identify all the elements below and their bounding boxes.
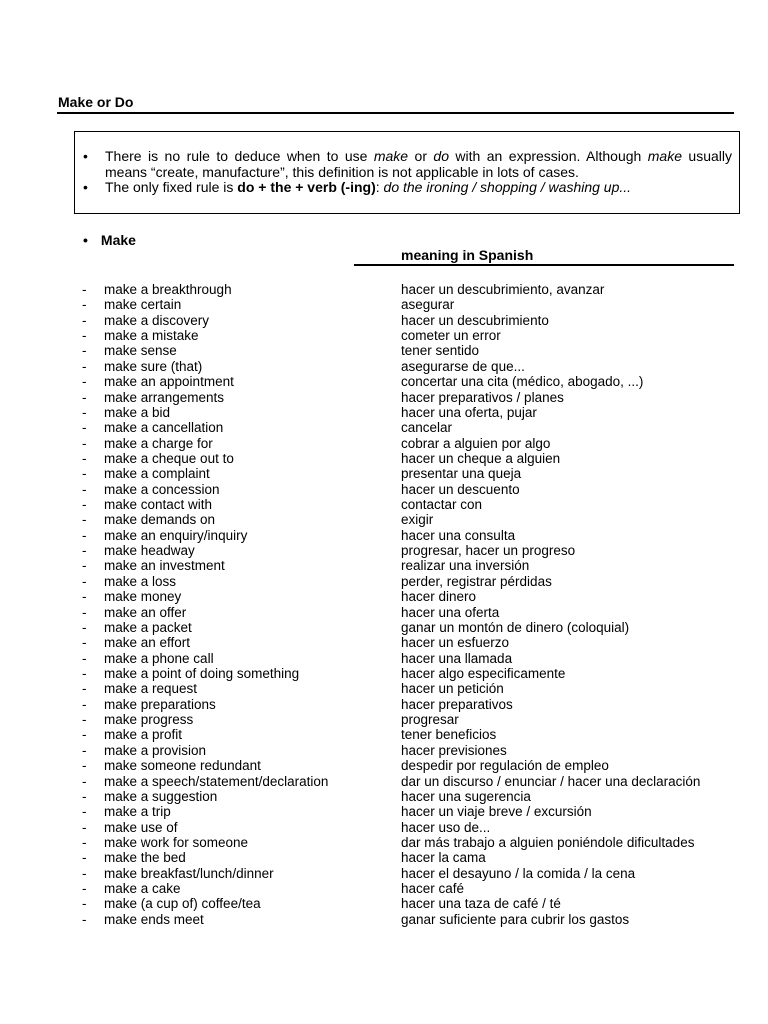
vocab-row [0,912,768,927]
vocab-spanish: hacer un descubrimiento [401,312,549,328]
vocab-spanish: exigir [401,512,434,528]
vocab-spanish: hacer un descuento [401,481,520,497]
bullet-italic-make: make [373,148,409,164]
vocab-dash: - [82,788,87,804]
vocab-english: make arrangements [104,389,225,405]
vocab-row [0,466,768,481]
vocab-row [0,497,768,512]
vocab-row [0,574,768,589]
vocab-dash: - [82,389,87,405]
vocab-english: make demands on [104,512,216,528]
vocab-row [0,297,768,312]
vocab-dash: - [82,865,87,881]
section-heading-make [83,232,136,248]
vocab-english: make money [104,589,182,605]
vocab-row [0,282,768,297]
vocab-dash: - [82,404,87,420]
vocab-english: make an investment [104,558,225,574]
vocab-row [0,343,768,358]
vocab-row [0,313,768,328]
vocab-dash: - [82,573,87,589]
bullet-text: The only fixed rule is [105,179,238,195]
vocab-dash: - [82,665,87,681]
vocab-spanish: hacer un descubrimiento, avanzar [401,282,605,297]
vocab-spanish: presentar una queja [401,466,522,482]
vocab-dash: - [82,312,87,328]
vocab-row [0,758,768,773]
vocab-english: make a point of doing something [104,665,300,681]
vocab-dash: - [82,911,87,927]
vocab-row [0,512,768,527]
vocab-spanish: hacer un esfuerzo [401,635,510,651]
vocab-spanish: progresar [401,712,459,728]
vocab-spanish: despedir por regulación de empleo [401,758,609,774]
vocab-row [0,359,768,374]
vocab-english: make a request [104,681,198,697]
vocab-dash: - [82,543,87,559]
vocab-spanish: hacer preparativos [401,696,513,712]
vocab-spanish: tener sentido [401,343,480,359]
vocab-spanish: hacer el desayuno / la comida / la cena [401,865,636,881]
info-bullet-no-rule [83,148,732,180]
bullet-dot: • [83,148,88,164]
vocab-row [0,405,768,420]
vocab-english: make preparations [104,696,216,712]
vocab-dash: - [82,420,87,436]
vocab-row [0,896,768,911]
vocab-dash: - [82,881,87,897]
vocab-spanish: cobrar a alguien por algo [401,435,551,451]
vocab-spanish: hacer una consulta [401,527,516,543]
vocab-spanish: hacer un petición [401,681,504,697]
vocab-row [0,589,768,604]
bullet-italic-make: make [647,148,682,164]
vocab-spanish: realizar una inversión [401,558,530,574]
vocab-dash: - [82,358,87,374]
column-header-spanish: meaning in Spanish [401,247,534,263]
vocab-english: make work for someone [104,834,249,850]
vocab-dash: - [82,696,87,712]
vocab-row [0,620,768,635]
bullet-dot: • [83,232,88,248]
vocab-dash: - [82,450,87,466]
vocab-english: make the bed [104,850,186,866]
vocab-dash: - [82,435,87,451]
vocab-english: make (a cup of) coffee/tea [104,896,261,912]
vocab-dash: - [82,512,87,528]
vocab-spanish: asegurar [401,297,455,313]
vocab-row [0,820,768,835]
vocab-english: make sense [104,343,177,359]
vocab-spanish: hacer dinero [401,589,477,605]
bullet-text: usually means “create, manufacture”, this definition is not applicable in lots of cases. [105,148,732,180]
page-title: Make or Do [58,94,134,110]
vocab-dash: - [82,497,87,513]
vocab-row [0,789,768,804]
vocab-spanish: cancelar [401,420,453,436]
vocab-english: make a breakthrough [104,282,232,297]
bullet-text: There is no rule to deduce when to use [105,148,374,164]
vocab-dash: - [82,681,87,697]
bullet-italic-do: do [433,148,449,164]
vocab-spanish: hacer una sugerencia [401,788,531,804]
vocab-english: make a mistake [104,328,199,344]
vocab-spanish: hacer preparativos / planes [401,389,564,405]
vocab-spanish: hacer la cama [401,850,486,866]
vocab-dash: - [82,481,87,497]
vocab-dash: - [82,619,87,635]
vocab-row [0,804,768,819]
vocab-dash: - [82,819,87,835]
vocab-english: make a cancellation [104,420,224,436]
vocab-row [0,835,768,850]
vocab-dash: - [82,604,87,620]
vocab-english: make an enquiry/inquiry [104,527,248,543]
vocab-spanish: dar más trabajo a alguien poniéndole dificultades [401,834,695,850]
vocab-spanish: hacer café [401,881,465,897]
title-underline [57,112,734,114]
vocab-spanish: tener beneficios [401,727,497,743]
vocab-dash: - [82,758,87,774]
vocab-dash: - [82,466,87,482]
vocab-spanish: contactar con [401,497,483,513]
vocab-row [0,420,768,435]
vocab-spanish: hacer un viaje breve / excursión [401,804,592,820]
bullet-text: : [375,179,384,195]
vocab-row [0,651,768,666]
vocab-row [0,451,768,466]
vocab-english: make progress [104,712,194,728]
vocab-english: make a discovery [104,312,210,328]
bullet-text: or [408,148,434,164]
vocab-english: make headway [104,543,195,559]
vocab-spanish: hacer una taza de café / té [401,896,561,912]
vocab-english: make a cheque out to [104,450,234,466]
vocab-row [0,436,768,451]
vocab-english: make someone redundant [104,758,261,774]
vocab-row [0,866,768,881]
vocab-dash: - [82,727,87,743]
vocab-english: make certain [104,297,182,313]
vocab-spanish: hacer una oferta [401,604,500,620]
vocab-dash: - [82,834,87,850]
vocab-english: make a complaint [104,466,210,482]
vocab-english: make use of [104,819,178,835]
vocab-dash: - [82,896,87,912]
vocab-english: make a packet [104,619,192,635]
vocab-spanish: progresar, hacer un progreso [401,543,576,559]
vocab-spanish: perder, registrar pérdidas [401,573,552,589]
vocab-row [0,881,768,896]
vocab-spanish: hacer uso de... [401,819,491,835]
vocab-row [0,743,768,758]
vocab-english: make an offer [104,604,187,620]
vocab-dash: - [82,297,87,313]
bullet-bold-rule: do + the + verb (-ing) [237,179,376,195]
vocab-spanish: ganar suficiente para cubrir los gastos [401,911,630,927]
vocab-english: make ends meet [104,911,204,927]
bullet-dot: • [83,179,88,195]
vocab-dash: - [82,804,87,820]
vocab-spanish: ganar un montón de dinero (coloquial) [401,619,630,635]
vocab-spanish: dar un discurso / enunciar / hacer una declaración [401,773,701,789]
vocab-english: make a cake [104,881,181,897]
vocab-row [0,681,768,696]
vocab-spanish: hacer una oferta, pujar [401,404,537,420]
vocab-dash: - [82,282,87,297]
info-bullet-fixed-rule [83,179,732,196]
vocab-dash: - [82,343,87,359]
vocab-dash: - [82,328,87,344]
vocab-english: make an appointment [104,374,234,390]
vocab-dash: - [82,527,87,543]
vocab-row [0,328,768,343]
vocab-english: make an effort [104,635,191,651]
vocab-dash: - [82,589,87,605]
vocab-english: make breakfast/lunch/dinner [104,865,274,881]
vocab-dash: - [82,374,87,390]
vocab-spanish: hacer una llamada [401,650,513,666]
vocab-english: make a concession [104,481,220,497]
vocab-dash: - [82,558,87,574]
vocab-row [0,390,768,405]
vocab-row [0,374,768,389]
vocab-row [0,558,768,573]
vocab-english: make a charge for [104,435,213,451]
vocab-dash: - [82,742,87,758]
vocab-dash: - [82,712,87,728]
vocab-row [0,850,768,865]
vocab-english: make contact with [104,497,213,513]
section-heading-label: Make [100,232,136,248]
bullet-italic-example: do the ironing / shopping / washing up... [383,179,632,195]
vocab-row [0,482,768,497]
vocab-list [0,282,768,927]
vocab-english: make a speech/statement/declaration [104,773,329,789]
vocab-english: make a trip [104,804,171,820]
vocab-english: make a phone call [104,650,214,666]
vocab-row [0,727,768,742]
vocab-spanish: hacer un cheque a alguien [401,450,561,466]
vocab-spanish: hacer previsiones [401,742,507,758]
vocab-english: make a bid [104,404,171,420]
bullet-text: with an expression. Although [449,148,648,164]
vocab-row [0,697,768,712]
vocab-spanish: hacer algo especificamente [401,665,566,681]
vocab-row [0,666,768,681]
vocab-row [0,774,768,789]
vocab-english: make a loss [104,573,177,589]
vocab-spanish: concertar una cita (médico, abogado, ...) [401,374,644,390]
vocab-dash: - [82,773,87,789]
vocab-english: make sure (that) [104,358,203,374]
vocab-row [0,543,768,558]
vocab-dash: - [82,850,87,866]
vocab-row [0,528,768,543]
vocab-row [0,712,768,727]
vocab-dash: - [82,635,87,651]
vocab-row [0,635,768,650]
vocab-english: make a profit [104,727,183,743]
vocab-spanish: asegurarse de que... [401,358,525,374]
vocab-english: make a provision [104,742,207,758]
vocab-row [0,605,768,620]
vocab-dash: - [82,650,87,666]
column-header-underline [354,264,734,266]
vocab-english: make a suggestion [104,788,218,804]
vocab-spanish: cometer un error [401,328,501,344]
